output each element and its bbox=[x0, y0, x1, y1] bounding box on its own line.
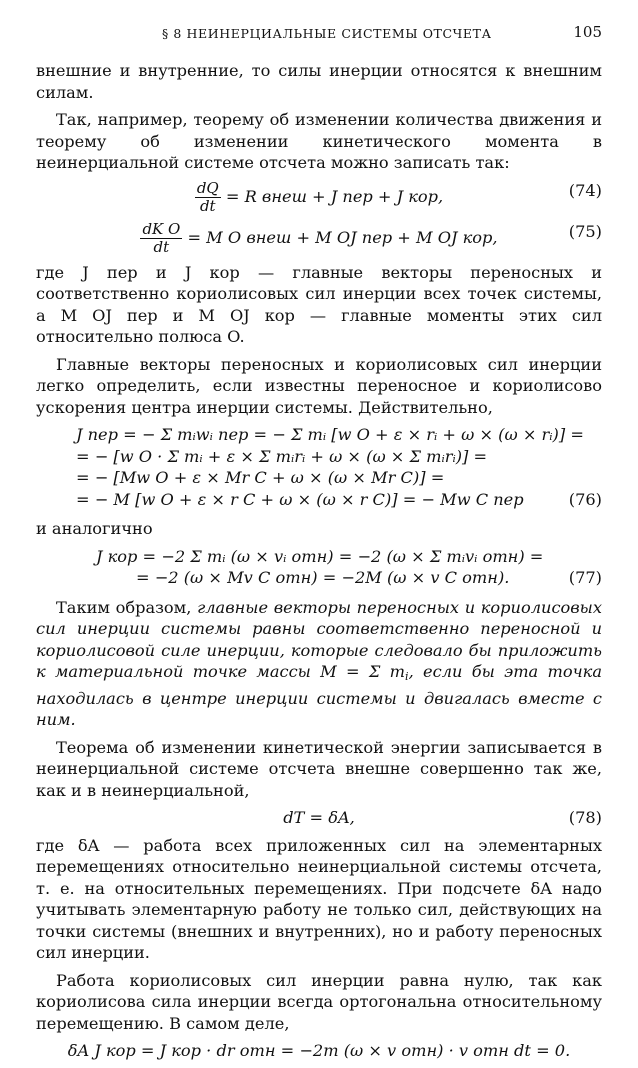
paragraph-9: Работа кориолисовых сил инерции равна нулю, так как кориолисова сила инерции всегда ортогональна относительному перемещению. В самом деле, bbox=[36, 970, 602, 1033]
equation-line: = − [Mw O + ε × Mr C + ω × (ω × Mr C)] = bbox=[76, 468, 445, 487]
paragraph-6-italic: главные векторы переносных и кориолисовых сил инерции системы равны соответственно переносной и кориолисовой силе инерции, которые следовало бы приложить к материальной точке массы M = Σ m bbox=[36, 597, 602, 681]
equation-body: δA J кор = J кор · dr отн = −2m (ω × v отн) · v отн dt = 0. bbox=[67, 1041, 571, 1060]
equation-74 bbox=[36, 180, 602, 215]
paragraph-6-italic-end: , если бы эта точка находилась в центре инерции системы и двигалась вместе с ним. bbox=[36, 662, 602, 729]
paragraph-6: Таким образом, главные векторы переносных и кориолисовых сил инерции системы равны соответственно переносной и кориолисовой силе инерции, которые следовало бы приложить к материальной точке массы M = Σ mi, если бы эта точка находилась в центре инерции системы и двигалась вместе с ним. bbox=[36, 597, 602, 729]
equation-number: (75) bbox=[568, 221, 602, 241]
page-body bbox=[36, 60, 602, 1068]
equation-number: (76) bbox=[568, 489, 602, 509]
fraction-numerator: dQ bbox=[196, 178, 219, 197]
equation-number: (77) bbox=[568, 568, 602, 587]
equation-coriolis-work bbox=[36, 1040, 602, 1062]
paragraph-2: Так, например, теорему об изменении количества движения и теорему об изменении кинетического момента в неинерциальной системе отсчета можно записать так: bbox=[36, 110, 602, 172]
paragraph-6-lead: Таким образом, bbox=[56, 597, 198, 617]
fraction-numerator: dK O bbox=[142, 219, 181, 238]
equation-76 bbox=[76, 424, 602, 510]
paragraph-1: внешние и внутренние, то силы инерции относятся к внешним силам. bbox=[36, 61, 602, 102]
paragraph-4: Главные векторы переносных и кориолисовых сил инерции легко определить, если известны переносное и кориолисово ускорения центра инерции системы. Действительно, bbox=[36, 354, 602, 417]
equation-number: (78) bbox=[568, 808, 602, 827]
page-header bbox=[0, 20, 638, 44]
equation-number: (74) bbox=[568, 180, 602, 200]
equation-rhs: = R внеш + J пер + J кор, bbox=[225, 186, 444, 206]
equation-line: = −2 (ω × Mv C отн) = −2M (ω × v C отн). bbox=[136, 568, 510, 587]
paragraph-3: где J пер и J кор — главные векторы переносных и соответственно кориолисовых сил инерции всех точек системы, а M OJ пер и M OJ кор — главные моменты этих сил относительно полюса O. bbox=[36, 262, 602, 346]
equation-77 bbox=[96, 546, 602, 589]
fraction-denominator: dt bbox=[199, 196, 216, 215]
equation-line: = − [w O · Σ mᵢ + ε × Σ mᵢrᵢ + ω × (ω × Σ mᵢrᵢ)] = bbox=[76, 446, 488, 466]
fraction-dq-dt bbox=[195, 180, 221, 215]
equation-75 bbox=[36, 221, 602, 256]
paragraph-8: где δA — работа всех приложенных сил на элементарных перемещениях относительно неинерциальной системы отсчета, т. е. на относительных перемещениях. При подсчете δA надо учитывать элементарную работу не только сил, действующих на точки системы (внешних и внутренних), но и работу переносных сил инерции. bbox=[36, 835, 602, 962]
equation-body: dT = δA, bbox=[283, 808, 355, 827]
equation-line: = − M [w O + ε × r C + ω × (ω × r C)] = − Mw C пер bbox=[76, 489, 524, 509]
page-number: 105 bbox=[573, 23, 602, 41]
equation-line: J пер = − Σ mᵢwᵢ пер = − Σ mᵢ [w O + ε × rᵢ + ω × (ω × rᵢ)] = bbox=[76, 425, 584, 444]
fraction-denominator: dt bbox=[153, 237, 170, 256]
paragraph-5: и аналогично bbox=[36, 519, 153, 538]
equation-78 bbox=[36, 807, 602, 829]
equation-line: J кор = −2 Σ mᵢ (ω × vᵢ отн) = −2 (ω × Σ mᵢvᵢ отн) = bbox=[96, 546, 544, 566]
equation-rhs: = M O внеш + M OJ пер + M OJ кор, bbox=[187, 227, 498, 247]
section-title: § 8 НЕИНЕРЦИАЛЬНЫЕ СИСТЕМЫ ОТСЧЕТА bbox=[162, 26, 492, 41]
fraction-dko-dt bbox=[140, 221, 182, 256]
paragraph-7: Теорема об изменении кинетической энергии записывается в неинерциальной системе отсчета внешне совершенно так же, как и в неинерциальной, bbox=[36, 737, 602, 800]
